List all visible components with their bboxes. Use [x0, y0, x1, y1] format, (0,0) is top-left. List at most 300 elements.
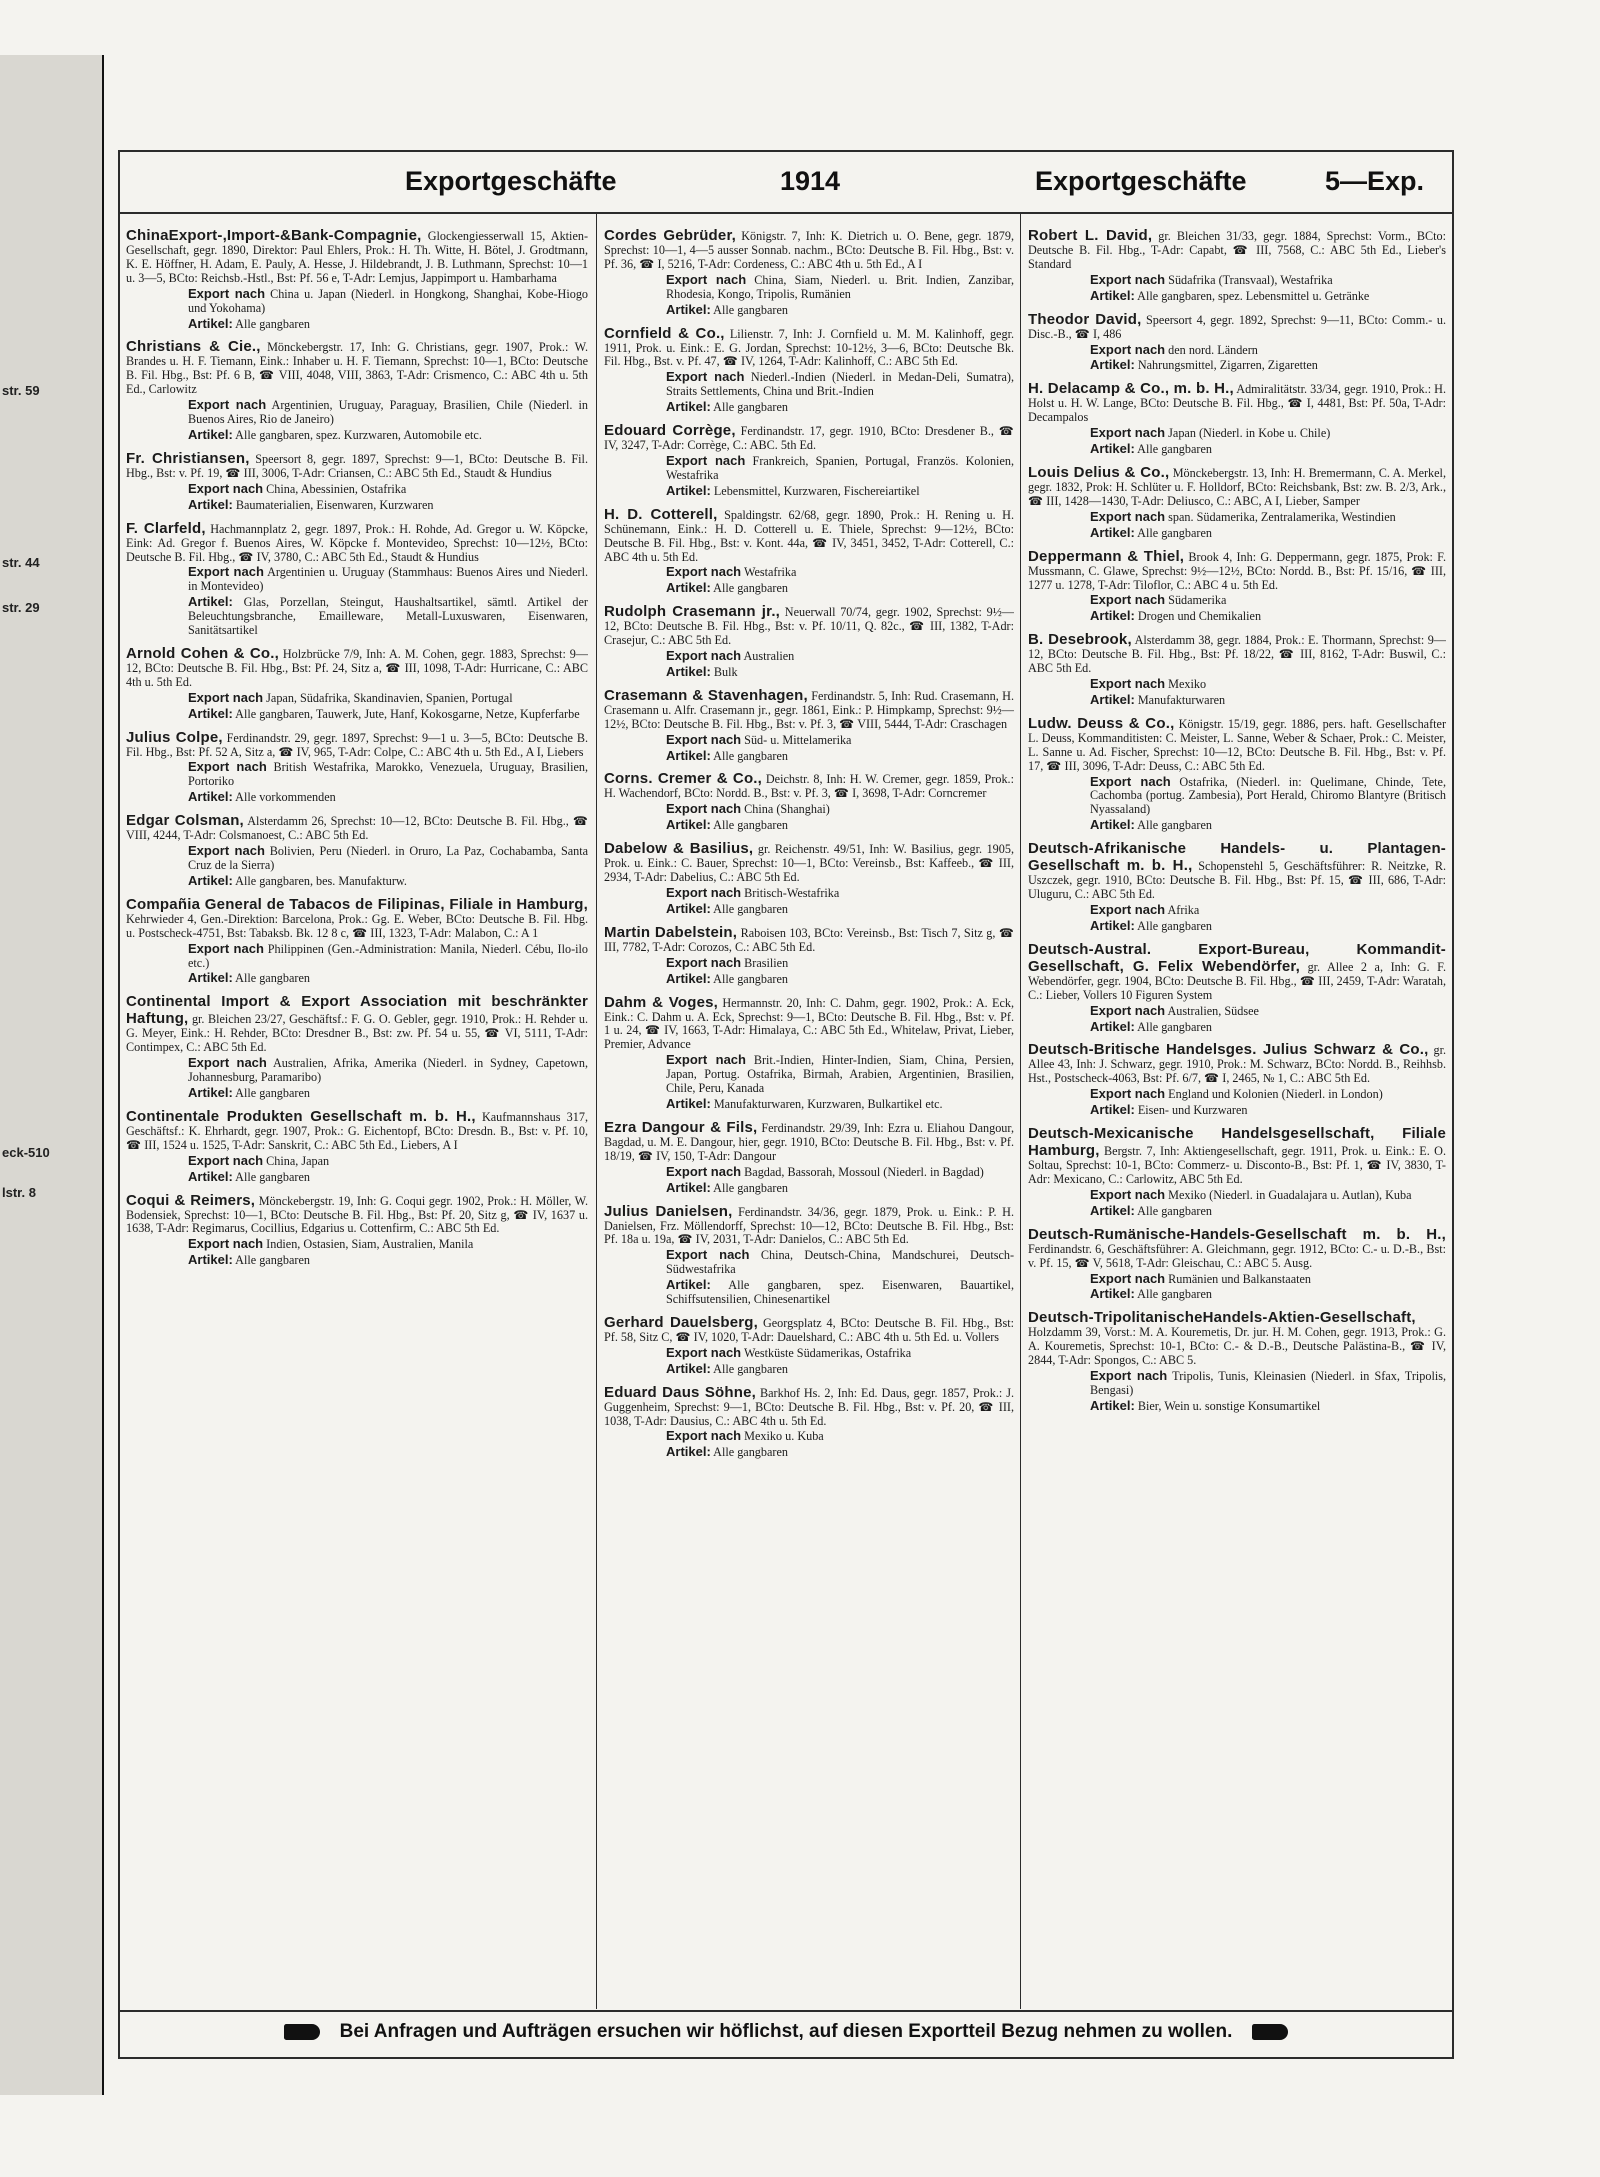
directory-entry: [126, 993, 588, 1101]
export-destinations: Britisch-Westafrika: [744, 886, 840, 900]
export-label: Export nach: [188, 759, 267, 775]
firm-name: Louis Delius & Co.,: [1028, 463, 1170, 481]
export-line: [188, 690, 588, 706]
firm-details: Raboisen 103, BCto: Vereinsb., Bst: Tisch 7, Sitz g, ☎ III, 7782, T-Adr: Corozos, C.: ABC 5th Ed.: [604, 925, 1014, 954]
directory-entry: [126, 896, 588, 987]
artikel-label: Artikel:: [188, 426, 233, 442]
artikel-line: [666, 483, 1014, 499]
export-line: [1090, 342, 1446, 358]
firm-name: Coqui & Reimers,: [126, 1191, 256, 1209]
export-destinations: Japan, Südafrika, Skandinavien, Spanien, Portugal: [266, 690, 513, 705]
firm-details: Ferdinandstr. 6, Geschäftsführer: A. Gleichmann, gegr. 1912, BCto: C.- u. D.-B., Bst: v. Pf. 15, ☎ V, 5618, T-Adr: Gleischau, C.: ABC 5. Ausg.: [1028, 1241, 1446, 1270]
firm-details: Alsterdamm 38, gegr. 1884, Prok.: E. Thormann, Sprechst: 9—12, BCto: Deutsche B. Fil. Hbg., Bst: Pf. 18/22, ☎ III, 8162, T-Adr: Buswil, C.: ABC 5th Ed.: [1028, 633, 1446, 676]
artikel-line: [666, 971, 1014, 987]
firm-name: Cornfield & Co.,: [604, 324, 725, 342]
firm-name: Cordes Gebrüder,: [604, 227, 737, 244]
export-line: [188, 759, 588, 789]
export-destinations: Argentinien, Uruguay, Paraguay, Brasilien, Chile (Niederl. in Buenos Aires, Rio de Janeiro): [188, 398, 588, 427]
firm-name: B. Desebrook,: [1028, 631, 1132, 649]
prev-page-fragment: str. 59: [2, 383, 40, 398]
export-label: Export nach: [1090, 341, 1166, 357]
export-label: Export nach: [1090, 902, 1166, 917]
directory-entry: [1028, 1125, 1446, 1219]
directory-entry: [126, 520, 588, 638]
firm-name: Deppermann & Thiel,: [1028, 547, 1185, 565]
export-label: Export nach: [666, 369, 745, 385]
export-label: Export nach: [188, 564, 264, 580]
artikel-label: Artikel:: [1090, 441, 1135, 457]
export-line: [666, 732, 1014, 748]
export-line: [666, 1164, 1014, 1180]
export-label: Export nach: [188, 1055, 267, 1071]
directory-entry: [1028, 1041, 1446, 1118]
artikel-line: [1090, 918, 1446, 934]
export-destinations: British Westafrika, Marokko, Venezuela, Uruguay, Brasilien, Portoriko: [188, 760, 588, 789]
artikel-items: Alle gangbaren: [1137, 1019, 1212, 1034]
firm-name: Deutsch-Austral. Export-Bureau, Kommandit-Gesellschaft, G. Felix Webendörfer,: [1028, 940, 1446, 975]
artikel-items: Alle gangbaren, spez. Kurzwaren, Automobile etc.: [235, 427, 482, 442]
firm-details: gr. Bleichen 31/33, gegr. 1884, Sprechst: Vorm., BCto: Deutsche B. Fil. Hbg., T-Adr: Capabt, ☎ III, 7568, C.: ABC 5th Ed., Lieber's Standard: [1028, 229, 1446, 271]
export-line: [666, 272, 1014, 302]
export-line: [188, 1055, 588, 1085]
export-label: Export nach: [1090, 1002, 1166, 1018]
artikel-items: Alle gangbaren: [1137, 918, 1212, 933]
artikel-label: Artikel:: [188, 872, 233, 888]
export-label: Export nach: [188, 1152, 264, 1168]
artikel-items: Alle gangbaren: [713, 1180, 788, 1195]
export-label: Export nach: [188, 285, 266, 301]
footer-text: Bei Anfragen und Aufträgen ersuchen wir höflichst, auf diesen Exportteil Bezug nehmen zu wollen.: [339, 2021, 1233, 2042]
firm-name: Dahm & Voges,: [604, 993, 719, 1011]
firm-details: Königstr. 15/19, gegr. 1886, pers. haft. Gesellschafter L. Deuss, Kommanditisten: C. Meister, L. Sanne, Weber & Schaer, Prok.: C. Meister, L. Sanne u. Ad. Fischer, Sprechst: 10—12, BCto: Deutsche B. Fil. Hbg., Bst: v. Pf. 17, ☎ III, 3096, T-Adr: Deuss, C.: ABC 5th Ed.: [1028, 716, 1446, 773]
artikel-items: Alle gangbaren: [713, 971, 788, 986]
export-line: [1090, 676, 1446, 692]
export-destinations: China, Japan: [266, 1153, 330, 1168]
export-destinations: Mexiko: [1168, 677, 1207, 692]
directory-entry: [604, 422, 1014, 499]
export-label: Export nach: [1090, 1270, 1166, 1286]
directory-entry: [1028, 227, 1446, 304]
directory-entry: [604, 1314, 1014, 1377]
export-line: [666, 885, 1014, 901]
firm-name: Christians & Cie.,: [126, 338, 261, 356]
artikel-label: Artikel:: [1090, 287, 1135, 303]
artikel-line: [666, 580, 1014, 596]
firm-details: Mönckebergstr. 17, Inh: G. Christians, gegr. 1907, Prok.: W. Brandes u. H. F. Tiemann, Eink.: Inhaber u. H. F. Tiemann, Sprechst: 10—1, BCto: Deutsche B. Fil. Hbg., Bst: Pf. 6 B, ☎ VIII, 4048, VIII, 3863, T-Adr: Crismenco, C.: ABC 4th u. 5th Ed., Carlowitz: [126, 340, 588, 397]
export-destinations: Bagdad, Bassorah, Mossoul (Niederl. in Bagdad): [744, 1164, 984, 1179]
export-destinations: Brasilien: [744, 955, 789, 970]
export-line: [188, 397, 588, 427]
artikel-items: Alle gangbaren: [235, 971, 310, 986]
artikel-line: [666, 901, 1014, 917]
firm-name: Theodor David,: [1028, 310, 1142, 328]
directory-entry: [126, 729, 588, 806]
artikel-label: Artikel:: [1090, 1286, 1135, 1302]
prev-page-fragment: str. 44: [2, 555, 40, 570]
artikel-label: Artikel:: [666, 301, 711, 317]
firm-name: Rudolph Crasemann jr.,: [604, 603, 781, 621]
export-label: Export nach: [1090, 1186, 1166, 1202]
export-label: Export nach: [188, 689, 264, 705]
export-destinations: den nord. Ländern: [1168, 342, 1258, 357]
firm-details: Deichstr. 8, Inh: H. W. Cremer, gegr. 1859, Prok.: H. Wachendorf, BCto: Nordd. B., Bst: v. Pf. 3, ☎ I, 3698, T-Adr: Corncremer: [604, 772, 1014, 801]
directory-entry: [604, 1119, 1014, 1196]
export-line: [188, 1236, 588, 1252]
artikel-line: [188, 594, 588, 638]
artikel-items: Alle gangbaren: [713, 748, 788, 763]
export-destinations: Australien, Afrika, Amerika (Niederl. in Sydney, Capetown, Johannesburg, Paramaribo): [188, 1056, 588, 1085]
directory-entry: [1028, 631, 1446, 708]
firm-details: gr. Reichenstr. 49/51, Inh: W. Basilius, gegr. 1905, Prok. u. Eink.: C. Bauer, Sprechst: 10—1, BCto: Vereinsb., Bst: Kaffeeb., ☎ III, 2934, T-Adr: Dabelius, C.: ABC 5th Ed.: [604, 842, 1014, 885]
firm-details: Speersort 8, gegr. 1897, Sprechst: 9—1, BCto: Deutsche B. Fil. Hbg., Bst: v. Pf. 19, ☎ III, 3006, T-Adr: Criansen, C.: ABC 5th Ed., Staudt & Hundius: [126, 451, 588, 480]
artikel-line: [666, 399, 1014, 415]
export-line: [666, 369, 1014, 399]
export-label: Export nach: [666, 1163, 742, 1179]
export-line: [666, 801, 1014, 817]
artikel-label: Artikel:: [666, 817, 711, 833]
firm-details: gr. Bleichen 23/27, Geschäftsf.: F. G. O. Gebler, gegr. 1910, Prok.: H. Rehder u. G. Meyer, Eink.: H. Rehder, BCto: Dresdner B., Bst: zw. Pf. 54 u. 55, ☎ VI, 5111, T-Adr: Contimpex, C.: ABC 5th Ed.: [126, 1012, 588, 1055]
artikel-line: [1090, 1398, 1446, 1414]
artikel-line: [666, 1180, 1014, 1196]
export-destinations: Mexiko (Niederl. in Guadalajara u. Autlan), Kuba: [1168, 1187, 1412, 1202]
directory-entry: [1028, 464, 1446, 541]
directory-entry: [126, 1192, 588, 1269]
artikel-line: [666, 1277, 1014, 1307]
firm-name: F. Clarfeld,: [126, 519, 206, 537]
artikel-label: Artikel:: [188, 970, 233, 986]
firm-name: Continentale Produkten Gesellschaft m. b. H.,: [126, 1107, 476, 1125]
export-label: Export nach: [188, 397, 267, 413]
directory-entry: [1028, 311, 1446, 374]
firm-details: Hachmannplatz 2, gegr. 1897, Prok.: H. Rohde, Ad. Gregor u. W. Köpcke, Eink: Ad. Gregor f. Buenos Aires, W. Köpcke f. Montevideo, Sprechst: 10—12½, BCto: Deutsche B. Fil. Hbg., ☎ IV, 3780, C.: ABC 5th Ed., Staudt & Hundius: [126, 521, 588, 564]
export-destinations: Afrika: [1167, 903, 1200, 917]
artikel-items: Alle gangbaren: [713, 1445, 788, 1460]
firm-details: Kaufmannshaus 317, Geschäftsf.: K. Ehrhardt, gegr. 1907, Prok.: G. Eichentopf, BCto: Dresdn. B., Bst: v. Pf. 10, ☎ III, 1524 u. 1525, T-Adr: Sanskrit, C.: ABC 5th Ed., Liebers, A I: [126, 1109, 588, 1152]
export-destinations: Ostafrika, (Niederl. in: Quelimane, Chinde, Tete, Cachomba (portug. Zambesia), Port Herald, Chiromo Blantyre (Britisch Nyassaland): [1090, 774, 1446, 817]
header-rule: [120, 212, 1452, 214]
export-label: Export nach: [666, 801, 742, 817]
previous-page-edge: [0, 55, 104, 2095]
export-destinations: China (Shanghai): [744, 802, 830, 817]
firm-name: Edgar Colsman,: [126, 812, 244, 830]
pointing-hand-icon: [284, 2024, 320, 2040]
export-destinations: Südafrika (Transvaal), Westafrika: [1168, 272, 1333, 287]
artikel-items: Alle gangbaren: [235, 1085, 310, 1100]
export-destinations: Philippinen (Gen.-Administration: Manila, Niederl. Cébu, Ilo-ilo etc.): [188, 941, 588, 970]
artikel-items: Alle gangbaren: [235, 316, 310, 331]
export-line: [1090, 592, 1446, 608]
artikel-line: [1090, 525, 1446, 541]
directory-entry: [604, 994, 1014, 1112]
directory-entry: [604, 325, 1014, 416]
export-line: [1090, 1187, 1446, 1203]
firm-details: Admiralitätstr. 33/34, gegr. 1910, Prok.: H. Holst u. H. W. Lange, BCto: Deutsche B. Fil. Hbg., ☎ I, 4481, Bst: Pf. 50a, T-Adr: Decampalos: [1028, 382, 1446, 425]
directory-entry: [604, 1203, 1014, 1307]
export-line: [1090, 1368, 1446, 1398]
artikel-label: Artikel:: [188, 1252, 233, 1268]
artikel-line: [1090, 1203, 1446, 1219]
export-line: [1090, 1271, 1446, 1287]
directory-entry: [126, 1108, 588, 1185]
artikel-items: Baumaterialien, Eisenwaren, Kurzwaren: [235, 497, 434, 512]
prev-page-fragment: eck-510: [2, 1145, 50, 1160]
export-line: [666, 1052, 1014, 1096]
firm-name: Gerhard Dauelsberg,: [604, 1313, 759, 1331]
artikel-items: Alle vorkommenden: [235, 790, 336, 805]
artikel-line: [1090, 288, 1446, 304]
artikel-items: Glas, Porzellan, Steingut, Haushaltsartikel, sämtl. Artikel der Beleuchtungsbranche, Emailleware, Metall-Luxuswaren, Eisenwaren, Sanitätsartikel: [188, 595, 588, 638]
artikel-items: Alle gangbaren: [713, 581, 788, 596]
export-line: [666, 1247, 1014, 1277]
export-destinations: Australien, Südsee: [1167, 1003, 1259, 1018]
footer-notice: [120, 2012, 1452, 2052]
export-destinations: Rumänien und Balkanstaaten: [1168, 1271, 1312, 1286]
export-destinations: Indien, Ostasien, Siam, Australien, Manila: [266, 1237, 474, 1252]
artikel-items: Alle gangbaren: [713, 302, 788, 317]
artikel-line: [188, 1085, 588, 1101]
directory-entry: [604, 1384, 1014, 1461]
artikel-line: [666, 664, 1014, 680]
artikel-label: Artikel:: [188, 705, 233, 721]
artikel-label: Artikel:: [1090, 817, 1135, 833]
artikel-line: [188, 970, 588, 986]
artikel-label: Artikel:: [1090, 524, 1135, 540]
firm-name: Crasemann & Stavenhagen,: [604, 686, 808, 704]
artikel-items: Alle gangbaren: [713, 901, 788, 916]
firm-details: Speersort 4, gegr. 1892, Sprechst: 9—11, BCto: Comm.- u. Disc.-B., ☎ I, 486: [1028, 312, 1446, 341]
firm-details: Ferdinandstr. 17, gegr. 1910, BCto: Dresdener B., ☎ IV, 3247, T-Adr: Corrège, C.: ABC. 5th Ed.: [604, 424, 1014, 453]
artikel-label: Artikel:: [188, 496, 233, 512]
firm-details: Lilienstr. 7, Inh: J. Cornfield u. M. M. Kalinhoff, gegr. 1911, Prok. u. Eink.: E. G. Jordan, Sprechst: 10-12½, 3—6, BCto: Deutsche Bk. Fil. Hbg., Bst. v. Pf. 47, ☎ IV, 1264, T-Adr: Kalinhoff, C.: ABC 5th Ed.: [604, 326, 1014, 369]
firm-name: Deutsch-TripolitanischeHandels-Aktien-Gesellschaft,: [1028, 1309, 1416, 1327]
page-number: 5—Exp.: [1325, 166, 1425, 196]
artikel-label: Artikel:: [666, 1095, 711, 1111]
export-label: Export nach: [1090, 425, 1166, 441]
artikel-items: Manufakturwaren, Kurzwaren, Bulkartikel etc.: [713, 1096, 943, 1111]
header-left-title: Exportgeschäfte: [405, 166, 617, 196]
export-line: [188, 941, 588, 971]
export-line: [666, 1345, 1014, 1361]
artikel-line: [666, 748, 1014, 764]
firm-name: H. Delacamp & Co., m. b. H.,: [1028, 380, 1234, 398]
header-right-title: Exportgeschäfte: [1035, 166, 1247, 196]
artikel-line: [188, 789, 588, 805]
firm-name: Ezra Dangour & Fils,: [604, 1118, 758, 1136]
directory-entry: [604, 770, 1014, 833]
artikel-items: Alle gangbaren, spez. Lebensmittel u. Getränke: [1137, 288, 1370, 303]
export-line: [1090, 272, 1446, 288]
artikel-items: Alle gangbaren, bes. Manufakturw.: [235, 873, 407, 888]
firm-name: Deutsch-Rumänische-Handels-Gesellschaft m. b. H.,: [1028, 1225, 1446, 1243]
artikel-label: Artikel:: [1090, 1202, 1135, 1218]
export-label: Export nach: [1090, 1086, 1166, 1102]
artikel-label: Artikel:: [666, 747, 711, 763]
export-destinations: Niederl.-Indien (Niederl. in Medan-Deli, Sumatra), Straits Settlements, China und Brit.-Indien: [666, 370, 1014, 399]
firm-name: Deutsch-Afrikanische Handels- u. Plantagen-Gesellschaft m. b. H.,: [1028, 840, 1446, 875]
export-destinations: Westafrika: [743, 565, 797, 580]
artikel-line: [666, 1361, 1014, 1377]
export-label: Export nach: [188, 843, 265, 859]
directory-entry: [604, 687, 1014, 764]
artikel-line: [1090, 441, 1446, 457]
column-divider: [1020, 214, 1021, 2009]
artikel-label: Artikel:: [666, 1179, 711, 1195]
firm-details: Georgsplatz 4, BCto: Deutsche B. Fil. Hbg., Bst: Pf. 58, Sitz C, ☎ IV, 1020, T-Adr: Dauelshard, C.: ABC 4th u. 5th Ed. u. Vollers: [604, 1315, 1014, 1344]
artikel-items: Drogen und Chemikalien: [1137, 609, 1262, 624]
export-label: Export nach: [666, 1247, 750, 1263]
artikel-items: Bulk: [713, 664, 738, 679]
artikel-label: Artikel:: [188, 315, 233, 331]
firm-details: Glockengiesserwall 15, Aktien-Gesellschaft, gegr. 1890, Direktor: Paul Ehlers, Prok.: H. Th. Witte, H. Bötel, J. Grodtmann, K. E. Höffner, H. Adam, E. Pauly, A. Hesse, J. Hildebrandt, J. B. Luthmann, Sprechst: 10—1 u. 3—5, BCto: Reichsb.-Hstl., Bst: Pf. 56 e, T-Adr: Lemjus, Jappimport u. Hambarhama: [126, 229, 588, 285]
export-label: Export nach: [188, 1236, 264, 1252]
firm-details: Mönckebergstr. 13, Inh: H. Bremermann, C. A. Merkel, gegr. 1832, Prok: H. Schlüter u. F. Holldorf, BCto: Reichsbank, Bst: zw. B. 2/3, Ark., ☎ III, 1428—1430, T-Adr: Deliusco, C.: ABC, A I, Lieber, Samper: [1028, 465, 1446, 508]
firm-name: Dabelow & Basilius,: [604, 840, 754, 858]
export-destinations: span. Südamerika, Zentralamerika, Westindien: [1168, 509, 1396, 524]
directory-entry: [126, 645, 588, 722]
export-line: [666, 453, 1014, 483]
export-destinations: Frankreich, Spanien, Portugal, Französ. Kolonien, Westafrika: [666, 453, 1014, 482]
artikel-items: Alle gangbaren, spez. Eisenwaren, Bauartikel, Schiffsutensilien, Chinesenartikel: [666, 1278, 1014, 1307]
directory-entry: [604, 227, 1014, 318]
firm-name: Arnold Cohen & Co.,: [126, 644, 279, 662]
artikel-line: [666, 1444, 1014, 1460]
export-line: [1090, 1086, 1446, 1102]
directory-entry: [604, 840, 1014, 917]
firm-details: Ferdinandstr. 34/36, gegr. 1879, Prok. u. Eink.: P. H. Danielsen, Frz. Möllendorff, Sprechst: 10—12, BCto: Deutsche B. Fil. Hbg., Bst: Pf. 18a u. 19a, ☎ IV, 2031, T-Adr: Danielos, C.: ABC 5th Ed.: [604, 1204, 1014, 1247]
prev-page-fragment: str. 29: [2, 600, 40, 615]
export-destinations: Argentinien u. Uruguay (Stammhaus: Buenos Aires und Niederl. in Montevideo): [188, 565, 588, 594]
export-destinations: Mexiko u. Kuba: [744, 1429, 824, 1444]
firm-details: Barkhof Hs. 2, Inh: Ed. Daus, gegr. 1857, Prok.: J. Guggenheim, Sprechst: 9—1, BCto: Deutsche B. Fil. Hbg., Bst: v. Pf. 20, ☎ III, 1038, T-Adr: Dausius, C.: ABC 4th u. 5th Ed.: [604, 1385, 1014, 1428]
firm-details: Spaldingstr. 62/68, gegr. 1890, Prok.: H. Rening u. H. Schünemann, Eink.: H. D. Cotterell u. E. Thiele, Sprechst: 9—12½, BCto: Deutsche B. Fil. Hbg., Bst: v. Kont. 44a, ☎ IV, 3451, 3452, T-Adr: Cotterell, C.: ABC 4th u. 5th Ed.: [604, 507, 1014, 564]
export-destinations: China, Siam, Niederl. u. Brit. Indien, Zanzibar, Rhodesia, Kongo, Tripolis, Rumänien: [666, 272, 1014, 301]
firm-name: Eduard Daus Söhne,: [604, 1383, 757, 1401]
artikel-line: [1090, 1286, 1446, 1302]
export-label: Export nach: [1090, 508, 1166, 524]
firm-details: Neuerwall 70/74, gegr. 1902, Sprechst: 9½—12, BCto: Deutsche B. Fil. Hbg., Bst: v. Pf. 10/11, Q. 82c., ☎ III, 1382, T-Adr: Crasejur, C.: ABC 5th Ed.: [604, 605, 1014, 648]
artikel-label: Artikel:: [1090, 917, 1135, 933]
firm-name: Continental Import & Export Association mit beschränkter Haftung,: [126, 993, 588, 1028]
firm-name: Edouard Corrège,: [604, 422, 736, 440]
export-destinations: Südamerika: [1168, 593, 1227, 608]
firm-details: Ferdinandstr. 5, Inh: Rud. Crasemann, H. Crasemann u. Alfr. Crasemann jr., gegr. 1861, Eink.: P. Himpkamp, Sprechst: 9½—12½, BCto: Deutsche B. Fil. Hbg., Bst: v. Pf. 3, ☎ VIII, 5444, T-Adr: Craschagen: [604, 688, 1014, 731]
artikel-label: Artikel:: [666, 1444, 711, 1460]
artikel-items: Alle gangbaren: [713, 400, 788, 415]
directory-entry: [1028, 548, 1446, 625]
export-destinations: Westküste Südamerikas, Ostafrika: [743, 1345, 912, 1360]
artikel-items: Lebensmittel, Kurzwaren, Fischereiartikel: [713, 483, 920, 498]
export-destinations: China u. Japan (Niederl. in Hongkong, Shanghai, Kobe-Hiogo und Yokohama): [188, 286, 588, 315]
artikel-line: [188, 1169, 588, 1185]
export-label: Export nach: [1090, 592, 1166, 608]
firm-details: Königstr. 7, Inh: K. Dietrich u. O. Bene, gegr. 1879, Sprechst: 10—1, 4—5 ausser Sonnab. nachm., BCto: Deutsche B. Fil. Hbg., Bst: v. Pf. 36, ☎ I, 5216, T-Adr: Cordeness, C.: ABC 4th u. 5th Ed., A I: [604, 229, 1014, 271]
artikel-line: [1090, 1019, 1446, 1035]
export-line: [1090, 509, 1446, 525]
artikel-items: Alle gangbaren: [1137, 525, 1212, 540]
artikel-items: Alle gangbaren: [1137, 1203, 1212, 1218]
directory-entry: [1028, 840, 1446, 934]
export-line: [666, 1428, 1014, 1444]
export-destinations: Japan (Niederl. in Kobe u. Chile): [1168, 426, 1331, 441]
artikel-label: Artikel:: [1090, 1397, 1135, 1413]
pointing-hand-icon: [1252, 2024, 1288, 2040]
export-destinations: England und Kolonien (Niederl. in London): [1168, 1087, 1383, 1102]
export-label: Export nach: [666, 648, 742, 664]
export-label: Export nach: [1090, 271, 1166, 287]
artikel-items: Alle gangbaren: [713, 1361, 788, 1376]
directory-entry: [126, 450, 588, 513]
artikel-items: Bier, Wein u. sonstige Konsumartikel: [1137, 1398, 1321, 1413]
directory-entry: [1028, 715, 1446, 833]
artikel-label: Artikel:: [188, 789, 233, 805]
artikel-items: Manufakturwaren: [1137, 692, 1226, 707]
export-line: [188, 286, 588, 316]
firm-details: gr. Allee 43, Inh: J. Schwarz, gegr. 1910, Prok.: M. Schwarz, BCto: Nordd. B., Reihhsb. Hst., Postscheck-4063, Bst: Pf. 6/7, ☎ I, 2465, № 1, C.: ABC 5th Ed.: [1028, 1043, 1446, 1086]
artikel-line: [1090, 357, 1446, 373]
directory-entry: [604, 506, 1014, 597]
export-line: [1090, 902, 1446, 918]
artikel-items: Alle gangbaren: [235, 1169, 310, 1184]
export-label: Export nach: [666, 452, 746, 468]
artikel-line: [188, 427, 588, 443]
firm-details: Hermannstr. 20, Inh: C. Dahm, gegr. 1902, Prok.: A. Eck, Eink.: C. Dahm u. A. Eck, Sprechst: 9—1, BCto: Deutsche B. Fil. Hbg., Bst: v. Pf. 1 u. 24, ☎ IV, 1663, T-Adr: Himalaya, C.: ABC 5th Ed., Whitelaw, Privat, Lieber, Premier, Advance: [604, 995, 1014, 1052]
directory-entry: [1028, 941, 1446, 1035]
artikel-line: [666, 817, 1014, 833]
firm-name: Fr. Christiansen,: [126, 449, 250, 467]
column-2: [604, 227, 1014, 2007]
artikel-line: [666, 302, 1014, 318]
column-divider: [596, 214, 597, 2009]
firm-details: Holzdamm 39, Vorst.: M. A. Kouremetis, Dr. jur. H. M. Cohen, gegr. 1913, Prok.: G. A. Kouremetis, Sprechst: 10-1, BCto: C.- & D.-B., Deutsche Palästina-B., ☎ IV, 2844, T-Adr: Spongos, C.: ABC 5.: [1028, 1325, 1446, 1368]
artikel-label: Artikel:: [666, 970, 711, 986]
artikel-items: Alle gangbaren, Tauwerk, Jute, Hanf, Kokosgarne, Netze, Kupferfarbe: [235, 706, 580, 721]
directory-entry: [604, 924, 1014, 987]
prev-page-fragment: lstr. 8: [2, 1185, 36, 1200]
directory-entry: [1028, 1309, 1446, 1413]
artikel-items: Alle gangbaren: [235, 1253, 310, 1268]
artikel-label: Artikel:: [666, 580, 711, 596]
export-destinations: Australien: [743, 649, 795, 664]
artikel-label: Artikel:: [666, 399, 711, 415]
artikel-line: [1090, 608, 1446, 624]
artikel-label: Artikel:: [1090, 608, 1135, 624]
firm-details: Mönckebergstr. 19, Inh: G. Coqui gegr. 1902, Prok.: H. Möller, W. Bodensiek, Sprechst: 10—1, BCto: Deutsche B. Fil. Hbg., Bst: Pf. 20, Sitz g, ☎ IV, 1637 u. 1638, T-Adr: Regimarus, Cocillius, Edgarius u. Cottenfirm, C.: ABC 5th Ed.: [126, 1193, 588, 1236]
export-label: Export nach: [666, 954, 742, 970]
artikel-label: Artikel:: [666, 1277, 711, 1293]
export-destinations: Bolivien, Peru (Niederl. in Oruro, La Paz, Cochabamba, Santa Cruz de la Sierra): [188, 844, 588, 872]
firm-details: Ferdinandstr. 29/39, Inh: Ezra u. Eliahou Dangour, Bagdad, u. M. E. Dangour, hier, gegr. 1910, BCto: Deutsche B. Fil. Hbg., Bst: v. Pf. 18/19, ☎ IV, 150, T-Adr: Dangour: [604, 1120, 1014, 1163]
directory-entry: [126, 812, 588, 889]
artikel-label: Artikel:: [1090, 1018, 1135, 1034]
export-line: [666, 955, 1014, 971]
artikel-line: [188, 873, 588, 889]
artikel-items: Alle gangbaren: [1137, 1287, 1212, 1302]
artikel-line: [188, 497, 588, 513]
export-line: [188, 564, 588, 594]
firm-details: Kehrwieder 4, Gen.-Direktion: Barcelona, Prok.: Gg. E. Weber, BCto: Deutsche B. Fil. Hbg. u. Postscheck-4751, Bst: Tabaksb. Bk. 12 8 c, ☎ III, 1323, T-Adr: Malabon, C.: A 1: [126, 911, 588, 940]
column-3: [1028, 227, 1446, 2007]
firm-name: Julius Danielsen,: [604, 1202, 733, 1220]
page-frame: [118, 150, 1454, 2059]
export-label: Export nach: [666, 271, 747, 287]
artikel-line: [666, 1096, 1014, 1112]
firm-details: Schopenstehl 5, Geschäftsführer: R. Neitzke, R. Uszczek, gegr. 1910, BCto: Deutsche B. Fil. Hbg., Bst: Pf. 15, ☎ III, 686, T-Adr: Uluguru, C.: ABC 5th Ed.: [1028, 859, 1446, 902]
firm-details: gr. Allee 2 a, Inh: G. F. Webendörfer, gegr. 1904, BCto: Deutsche B. Fil. Hbg., ☎ III, 2459, T-Adr: Waratah, C.: Lieber, Vollers 10 Figuren System: [1028, 959, 1446, 1002]
directory-entry: [604, 603, 1014, 680]
directory-entry: [126, 338, 588, 442]
export-line: [1090, 1003, 1446, 1019]
firm-name: Martin Dabelstein,: [604, 923, 738, 941]
